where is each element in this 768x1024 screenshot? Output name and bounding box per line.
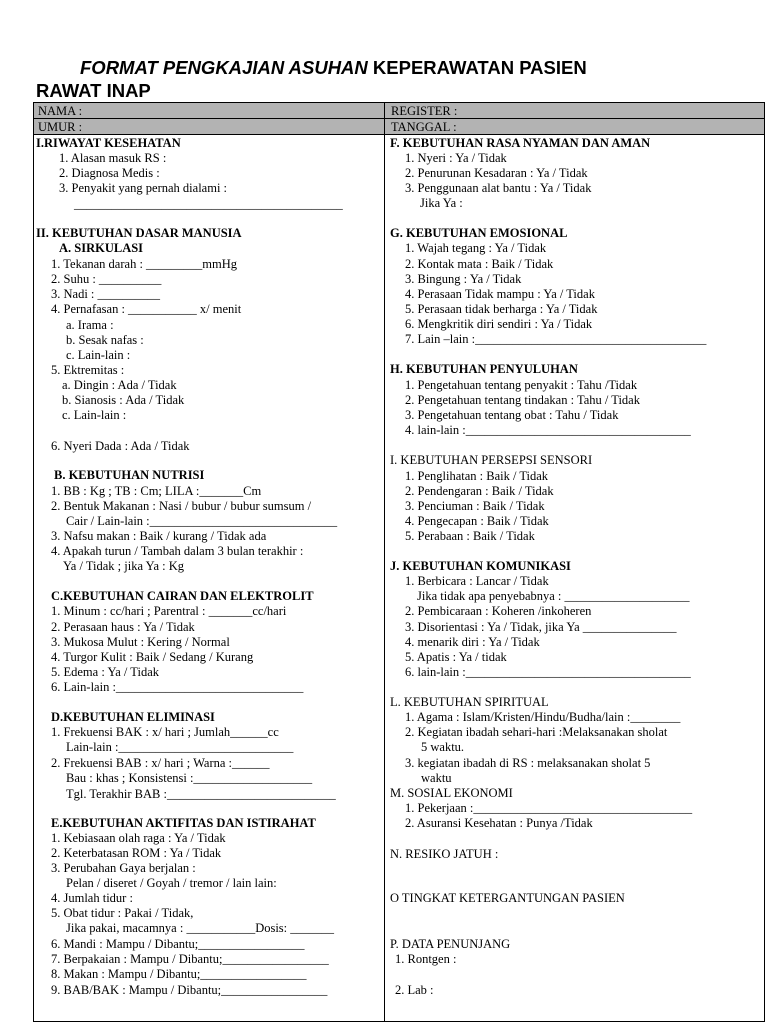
rontgen: 1. Rontgen : [395,952,457,966]
obat-tidur-macam: Jika pakai, macamnya : ___________Dosis: _______ [66,921,335,935]
section-nutrisi: B. KEBUTUHAN NUTRISI [54,468,205,482]
ektremitas: 5. Ektremitas : [51,363,125,377]
keterbatasan-rom: 2. Keterbatasan ROM : Ya / Tidak [51,846,222,860]
frekuensi-bab: 2. Frekuensi BAB : x/ hari ; Warna :______ [51,756,270,770]
kontak-mata: 2. Kontak mata : Baik / Tidak [405,257,554,271]
ibadah-di-rs: 3. kegiatan ibadah di RS : melaksanakan sholat 5 [405,756,651,770]
suhu: 2. Suhu : __________ [51,272,162,286]
form-title-rest: KEPERAWATAN PASIEN [372,57,587,78]
bb-turun-ya-tidak: Ya / Tidak ; jika Ya : Kg [63,559,184,573]
left-column [34,103,384,1021]
alat-bantu-jika-ya: Jika Ya : [420,196,463,210]
section-eliminasi: D.KEBUTUHAN ELIMINASI [51,710,215,724]
turgor-kulit: 4. Turgor Kulit : Baik / Sedang / Kurang [51,650,254,664]
register-label: REGISTER : [391,104,458,118]
emosional-lain-lain: 7. Lain –lain :_____________________________________ [405,332,707,346]
agama: 1. Agama : Islam/Kristen/Hindu/Budha/lain :________ [405,710,681,724]
section-riwayat-kesehatan: I.RIWAYAT KESEHATAN [36,136,181,150]
alat-bantu: 3. Penggunaan alat bantu : Ya / Tidak [405,181,592,195]
umur-label: UMUR : [38,120,83,134]
tanggal-label: TANGGAL : [391,120,457,134]
bau-konsistensi: Bau : khas ; Konsistensi :___________________ [66,771,313,785]
perabaan: 5. Perabaan : Baik / Tidak [405,529,535,543]
kegiatan-ibadah: 2. Kegiatan ibadah sehari-hari :Melaksanakan sholat [405,725,668,739]
bentuk-makanan-cont: Cair / Lain-lain :______________________________ [66,514,338,528]
section-kebutuhan-dasar: II. KEBUTUHAN DASAR MANUSIA [36,226,242,240]
nyeri: 1. Nyeri : Ya / Tidak [405,151,507,165]
pernafasan: 4. Pernafasan : ___________ x/ menit [51,302,242,316]
bingung: 3. Bingung : Ya / Tidak [405,272,522,286]
asuransi-kesehatan: 2. Asuransi Kesehatan : Punya /Tidak [405,816,593,830]
pengecapan: 4. Pengecapan : Baik / Tidak [405,514,549,528]
form-title [80,57,587,79]
alasan-masuk-rs: 1. Alasan masuk RS : [59,151,167,165]
mandi: 6. Mandi : Mampu / Dibantu;_________________ [51,937,305,951]
diagnosa-medis: 2. Diagnosa Medis : [59,166,160,180]
nyeri-dada: 6. Nyeri Dada : Ada / Tidak [51,439,190,453]
bak-lain-lain: Lain-lain :____________________________ [66,740,294,754]
berpakaian: 7. Berpakaian : Mampu / Dibantu;_________________ [51,952,329,966]
menarik-diri: 4. menarik diri : Ya / Tidak [405,635,540,649]
assessment-form-table [33,102,765,1022]
section-penyuluhan: H. KEBUTUHAN PENYULUHAN [390,362,578,376]
ibadah-di-rs-cont: waktu [421,771,452,785]
section-tingkat-ketergantungan: O TINGKAT KETERGANTUNGAN PASIEN [390,891,625,905]
right-column [385,103,764,1021]
berbicara: 1. Berbicara : Lancar / Tidak [405,574,549,588]
section-aktifitas-istirahat: E.KEBUTUHAN AKTIFITAS DAN ISTIRAHAT [51,816,316,830]
apatis: 5. Apatis : Ya / tidak [405,650,507,664]
penurunan-kesadaran: 2. Penurunan Kesadaran : Ya / Tidak [405,166,588,180]
makan: 8. Makan : Mampu / Dibantu;_________________ [51,967,307,981]
riwayat-blank-line: ___________________________________________ [74,197,343,211]
section-rasa-nyaman: F. KEBUTUHAN RASA NYAMAN DAN AMAN [390,136,651,150]
tgl-terakhir-bab: Tgl. Terakhir BAB :___________________________ [66,787,336,801]
ektremitas-lain-lain: c. Lain-lain : [62,408,127,422]
bb-tb-lila: 1. BB : Kg ; TB : Cm; LILA :_______Cm [51,484,262,498]
kebiasaan-olah-raga: 1. Kebiasaan olah raga : Ya / Tidak [51,831,226,845]
wajah-tegang: 1. Wajah tegang : Ya / Tidak [405,241,547,255]
frekuensi-bak: 1. Frekuensi BAK : x/ hari ; Jumlah______cc [51,725,279,739]
tekanan-darah: 1. Tekanan darah : _________mmHg [51,257,238,271]
irama: a. Irama : [66,318,114,332]
jumlah-tidur: 4. Jumlah tidur : [51,891,133,905]
mengkritik-diri: 6. Mengkritik diri sendiri : Ya / Tidak [405,317,593,331]
pekerjaan: 1. Pekerjaan :___________________________________ [405,801,693,815]
section-spiritual: L. KEBUTUHAN SPIRITUAL [390,695,549,709]
penyuluhan-lain-lain: 4. lain-lain :____________________________________ [405,423,691,437]
penyakit-dialami: 3. Penyakit yang pernah dialami : [59,181,228,195]
cairan-lain-lain: 6. Lain-lain :______________________________ [51,680,304,694]
disorientasi: 3. Disorientasi : Ya / Tidak, jika Ya _______________ [405,620,677,634]
obat-tidur: 5. Obat tidur : Pakai / Tidak, [51,906,194,920]
pengetahuan-penyakit: 1. Pengetahuan tentang penyakit : Tahu /Tidak [405,378,638,392]
penciuman: 3. Penciuman : Baik / Tidak [405,499,545,513]
section-data-penunjang: P. DATA PENUNJANG [390,937,511,951]
perasaan-haus: 2. Perasaan haus : Ya / Tidak [51,620,195,634]
form-title-italic: FORMAT PENGKAJIAN ASUHAN [80,57,368,78]
perubahan-gaya-berjalan: 3. Perubahan Gaya berjalan : [51,861,196,875]
komunikasi-lain-lain: 6. lain-lain :____________________________________ [405,665,691,679]
edema: 5. Edema : Ya / Tidak [51,665,160,679]
form-title-line2: RAWAT INAP [36,80,151,101]
pendengaran: 2. Pendengaran : Baik / Tidak [405,484,554,498]
perasaan-tidak-berharga: 5. Perasaan tidak berharga : Ya / Tidak [405,302,598,316]
section-resiko-jatuh: N. RESIKO JATUH : [390,847,499,861]
mukosa-mulut: 3. Mukosa Mulut : Kering / Normal [51,635,230,649]
bab-bak: 9. BAB/BAK : Mampu / Dibantu;_________________ [51,983,328,997]
subsection-sirkulasi: A. SIRKULASI [59,241,144,255]
berbicara-penyebab: Jika tidak apa penyebabnya : ____________________ [417,589,690,603]
section-komunikasi: J. KEBUTUHAN KOMUNIKASI [390,559,571,573]
nafsu-makan: 3. Nafsu makan : Baik / kurang / Tidak ada [51,529,267,543]
section-emosional: G. KEBUTUHAN EMOSIONAL [390,226,568,240]
gaya-berjalan-opsi: Pelan / diseret / Goyah / tremor / lain lain: [66,876,277,890]
nama-label: NAMA : [38,104,83,118]
sesak-nafas: b. Sesak nafas : [66,333,144,347]
bentuk-makanan: 2. Bentuk Makanan : Nasi / bubur / bubur sumsum / [51,499,312,513]
section-cairan-elektrolit: C.KEBUTUHAN CAIRAN DAN ELEKTROLIT [51,589,314,603]
perasaan-tidak-mampu: 4. Perasaan Tidak mampu : Ya / Tidak [405,287,595,301]
section-persepsi-sensori: I. KEBUTUHAN PERSEPSI SENSORI [390,453,593,467]
pengetahuan-tindakan: 2. Pengetahuan tentang tindakan : Tahu / Tidak [405,393,640,407]
pengetahuan-obat: 3. Pengetahuan tentang obat : Tahu / Tidak [405,408,619,422]
sirkulasi-lain-lain: c. Lain-lain : [66,348,131,362]
kegiatan-ibadah-cont: 5 waktu. [421,740,465,754]
lab: 2. Lab : [395,983,434,997]
dingin: a. Dingin : Ada / Tidak [62,378,177,392]
minum-parentral: 1. Minum : cc/hari ; Parentral : _______cc/hari [51,604,287,618]
pembicaraan: 2. Pembicaraan : Koheren /inkoheren [405,604,592,618]
nadi: 3. Nadi : __________ [51,287,161,301]
bb-turun-tambah: 4. Apakah turun / Tambah dalam 3 bulan terakhir : [51,544,304,558]
sianosis: b. Sianosis : Ada / Tidak [62,393,185,407]
section-sosial-ekonomi: M. SOSIAL EKONOMI [390,786,513,800]
penglihatan: 1. Penglihatan : Baik / Tidak [405,469,549,483]
